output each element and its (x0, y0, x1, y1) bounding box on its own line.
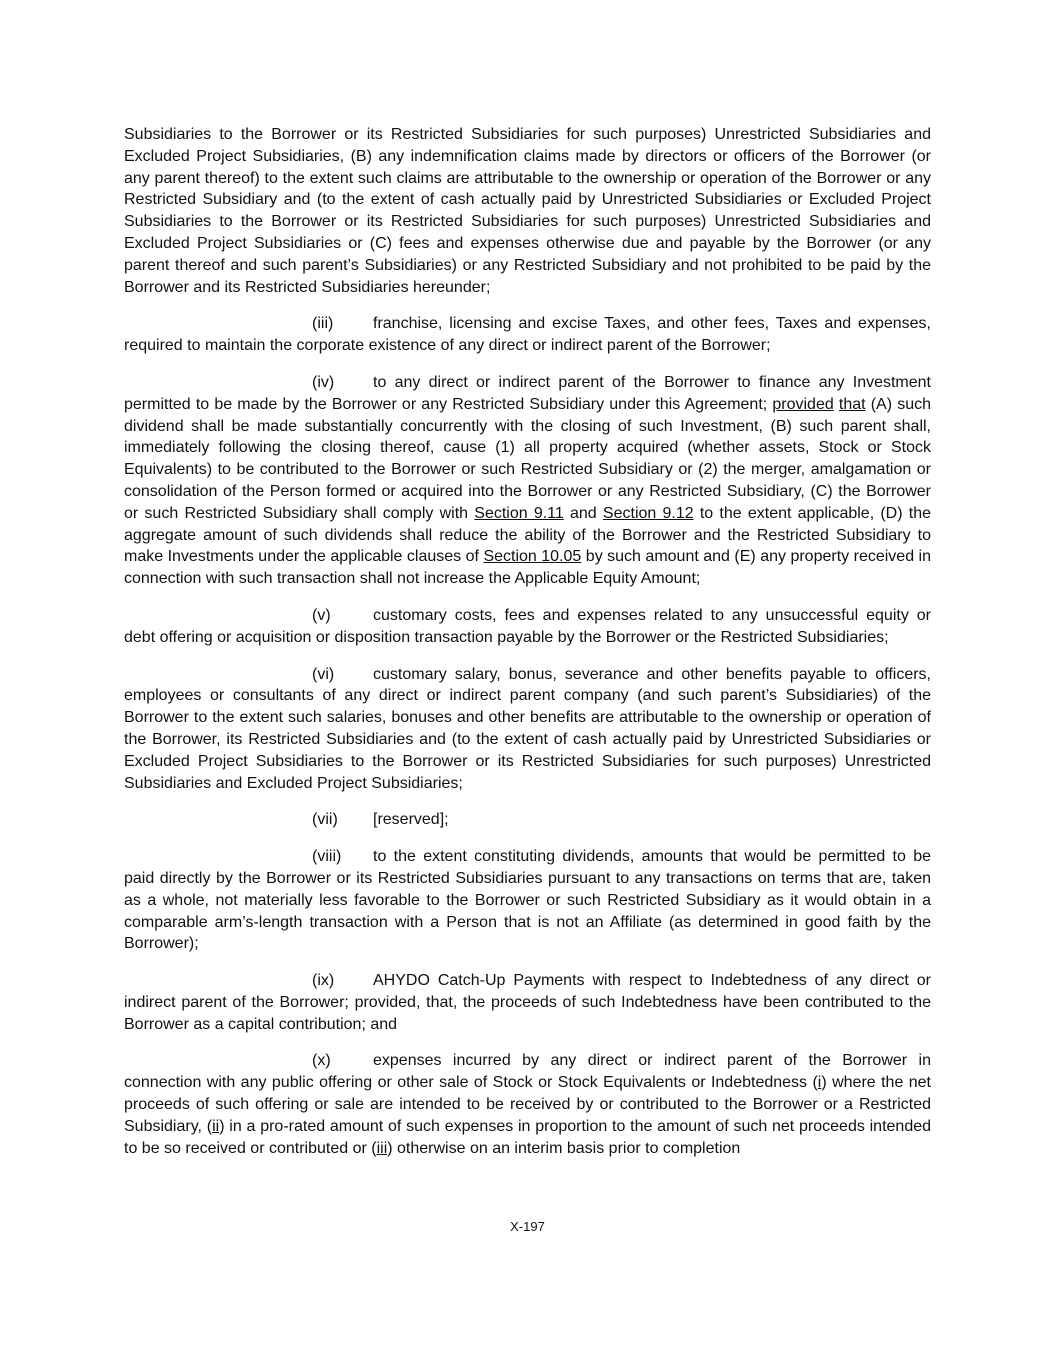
clause-text: [reserved]; (373, 811, 449, 829)
clause-text: AHYDO Catch-Up Payments with respect to Indebtedness of any direct or indirect parent of the Borrower; provided, that, the proceeds of such Indebtedness have been contributed to the Borrower as a capital contribution; and (124, 972, 931, 1033)
that-term: that (838, 395, 866, 413)
subclause-i: i (817, 1074, 822, 1092)
clause-vi (124, 664, 931, 795)
clause-viii (124, 846, 931, 955)
clause-number: (vi) (312, 665, 335, 683)
clause-x: (x) expenses incurred by any direct or indirect parent of the Borrower in connection with any public offering or other sale of Stock or Stock Equivalents or Indebtedness (i) where the net proceeds of such offering or sale are intended to be received by or contributed to the Borrower or a Restricted Subsidiary, (ii) in a pro-rated amount of such expenses in proportion to the amount of such net proceeds intended to be so received or contributed or (iii) otherwise on an interim basis prior to completion (124, 1052, 932, 1157)
clause-number: (viii) (312, 848, 342, 866)
clause-number: (vii) (312, 811, 338, 829)
clause-vii (124, 809, 931, 831)
clause-iv: (iv) to any direct or indirect parent of the Borrower to finance any Investment permitted to be made by the Borrower or any Restricted Subsidiary under this Agreement; provided that (A) such dividend shall be made substantially concurrently with the closing of such Investment, (B) such parent shall, immediately following the closing thereof, cause (1) all property acquired (whether assets, Stock or Stock Equivalents) to be contributed to the Borrower or such Restricted Subsidiary or (2) the merger, amalgamation or consolidation of the Person formed or acquired into the Borrower or any Restricted Subsidiary, (C) the Borrower or such Restricted Subsidiary shall comply with Section 9.11 and Section 9.12 to the extent applicable, (D) the aggregate amount of such dividends shall reduce the ability of the Borrower and the Restricted Subsidiary to make Investments under the applicable clauses of Section 10.05 by such amount and (E) any property received in connection with such transaction shall not increase the Applicable Equity Amount; (124, 373, 932, 588)
clause-text: to the extent constituting dividends, amounts that would be permitted to be paid directly by the Borrower or its Restricted Subsidiaries pursuant to any transactions on terms that are, taken as a whole, not materially less favorable to the Borrower or such Restricted Subsidiary as it would obtain in a comparable arm’s-length transaction with a Person that is not an Affiliate (as determined in good faith by the Borrower); (124, 848, 931, 953)
clause-number: (iii) (312, 315, 334, 333)
provided-term: provided (772, 395, 834, 413)
clause-number: (iv) (312, 373, 335, 391)
clause-number: (x) (312, 1052, 331, 1070)
clause-text: customary salary, bonus, severance and other benefits payable to officers, employees or consultants of any direct or indirect parent company (and such parent’s Subsidiaries) of the Borrower to the extent such salaries, bonuses and other benefits are attributable to the ownership or operation of the Borrower, its Restricted Subsidiaries and (to the extent of cash actually paid by Unrestricted Subsidiaries or Excluded Project Subsidiaries to the Borrower or its Restricted Subsidiaries for such purposes) Unrestricted Subsidiaries and Excluded Project Subsidiaries; (124, 665, 931, 792)
clause-iii (124, 313, 931, 357)
section-ref-9-12: Section 9.12 (602, 504, 694, 522)
intro-paragraph: Subsidiaries to the Borrower or its Restricted Subsidiaries for such purposes) Unrestricted Subsidiaries and Excluded Project Subsidiaries, (B) any indemnification claims made by directors or officers of the Borrower (or any parent thereof) to the extent such claims are attributable to the ownership or operation of the Borrower or any Restricted Subsidiary and (to the extent of cash actually paid by Unrestricted Subsidiaries or Excluded Project Subsidiaries to the Borrower or its Restricted Subsidiaries for such purposes) Unrestricted Subsidiaries and Excluded Project Subsidiaries or (C) fees and expenses otherwise due and payable by the Borrower (or any parent thereof and such parent’s Subsidiaries) or any Restricted Subsidiary and not prohibited to be paid by the Borrower and its Restricted Subsidiaries hereunder; (124, 126, 931, 296)
page-number: X-197 (510, 1219, 545, 1234)
subclause-ii: ii (212, 1117, 220, 1135)
clause-text: to any direct or indirect parent of the Borrower to finance any Investment permitted to be made by the Borrower or any Restricted Subsidiary under this Agreement; (124, 373, 931, 413)
clause-text: franchise, licensing and excise Taxes, and other fees, Taxes and expenses, required to maintain the corporate existence of any direct or indirect parent of the Borrower; (124, 315, 931, 355)
clause-text: customary costs, fees and expenses related to any unsuccessful equity or debt offering or acquisition or disposition transaction payable by the Borrower or the Restricted Subsidiaries; (124, 606, 931, 646)
document-page (124, 124, 931, 1174)
clause-text: expenses incurred by any direct or indirect parent of the Borrower in connection with any public offering or other sale of Stock or Stock Equivalents or Indebtedness ( (124, 1052, 931, 1092)
section-ref-9-11: Section 9.11 (474, 504, 564, 522)
subclause-iii: iii (376, 1139, 388, 1157)
clause-ix (124, 970, 931, 1035)
clause-number: (ix) (312, 972, 335, 990)
section-ref-10-05: Section 10.05 (483, 548, 582, 566)
clause-number: (v) (312, 606, 331, 624)
clause-v (124, 605, 931, 649)
